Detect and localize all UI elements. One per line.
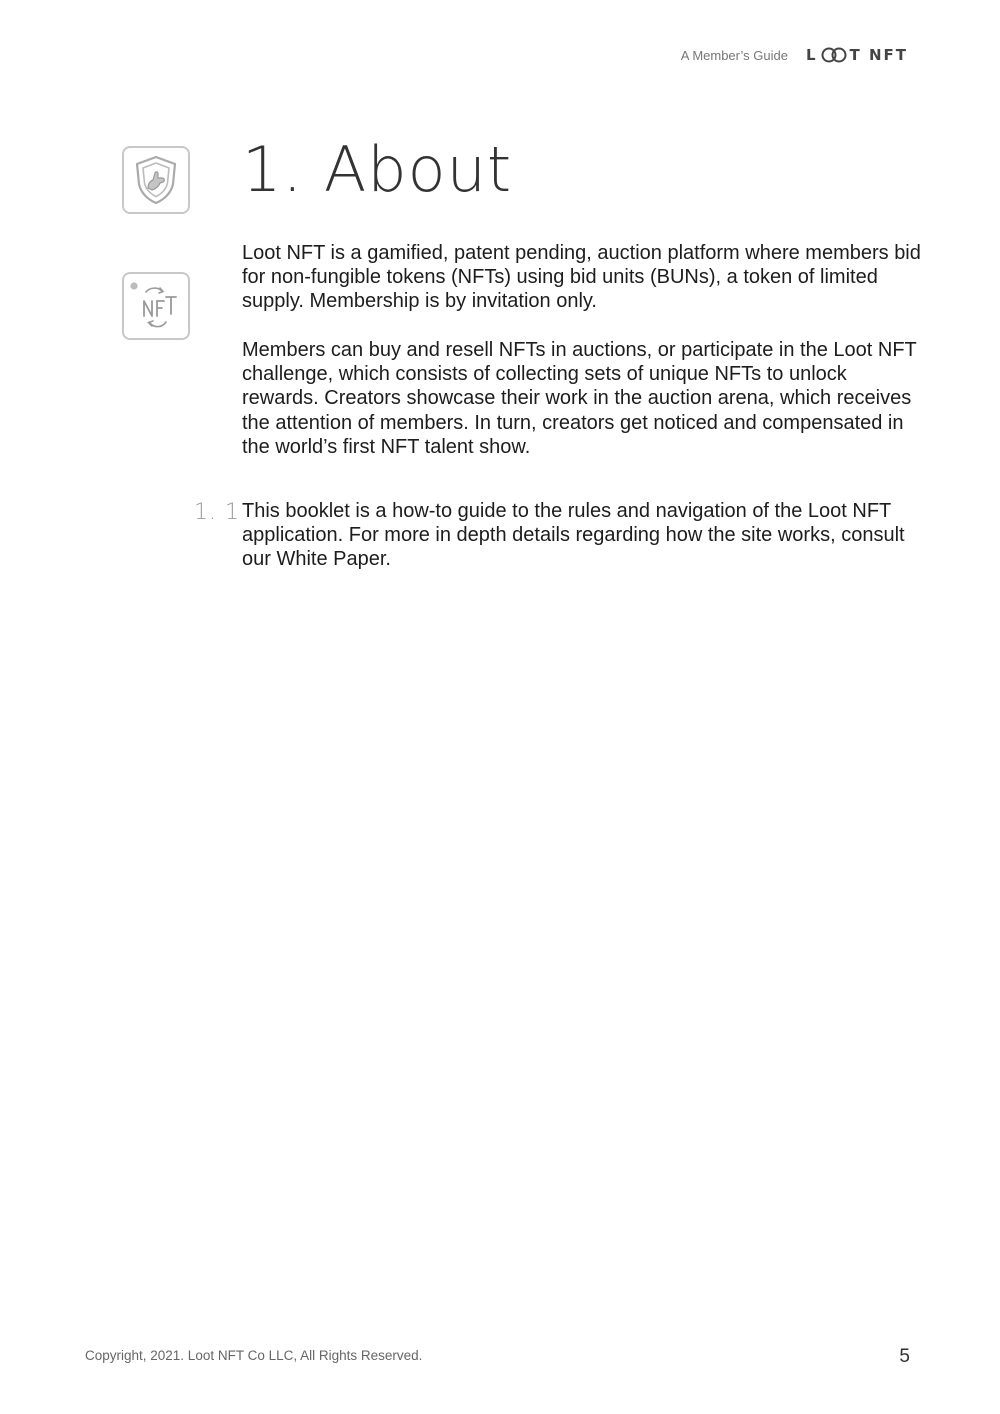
brand-suffix: T NFT [849,46,908,64]
brand-prefix: L [805,46,818,64]
nft-token-icon [122,272,190,340]
page-title: 1. About [242,133,513,206]
page-header [681,46,908,64]
intro-paragraph: Loot NFT is a gamified, patent pending, auction platform where members bid for non-fungible tokens (NFTs) using bid units (BUNs), a token of limited supply. Membership is by invitation only. [242,242,921,313]
brand-logo [806,46,908,64]
shield-hand-icon [122,146,190,214]
members-paragraph: Members can buy and resell NFTs in auctions, or participate in the Loot NFT challenge, which consists of collecting sets of unique NFTs to unlock rewards. Creators showcase their work in the auction arena, which receives the attention of members. In turn, creators get noticed and compensated in the world’s first NFT talent show. [242,339,917,458]
guide-label: A Member’s Guide [680,47,788,63]
interlocked-rings-icon [819,47,849,63]
section-text: This booklet is a how-to guide to the rules and navigation of the Loot NFT application. For more in depth details regarding how the site works, consult our White Paper. [242,500,905,571]
section-number: 1. 1 [194,500,240,525]
page-number: 5 [899,1346,910,1367]
copyright-notice: Copyright, 2021. Loot NFT Co LLC, All Rights Reserved. [85,1348,423,1363]
